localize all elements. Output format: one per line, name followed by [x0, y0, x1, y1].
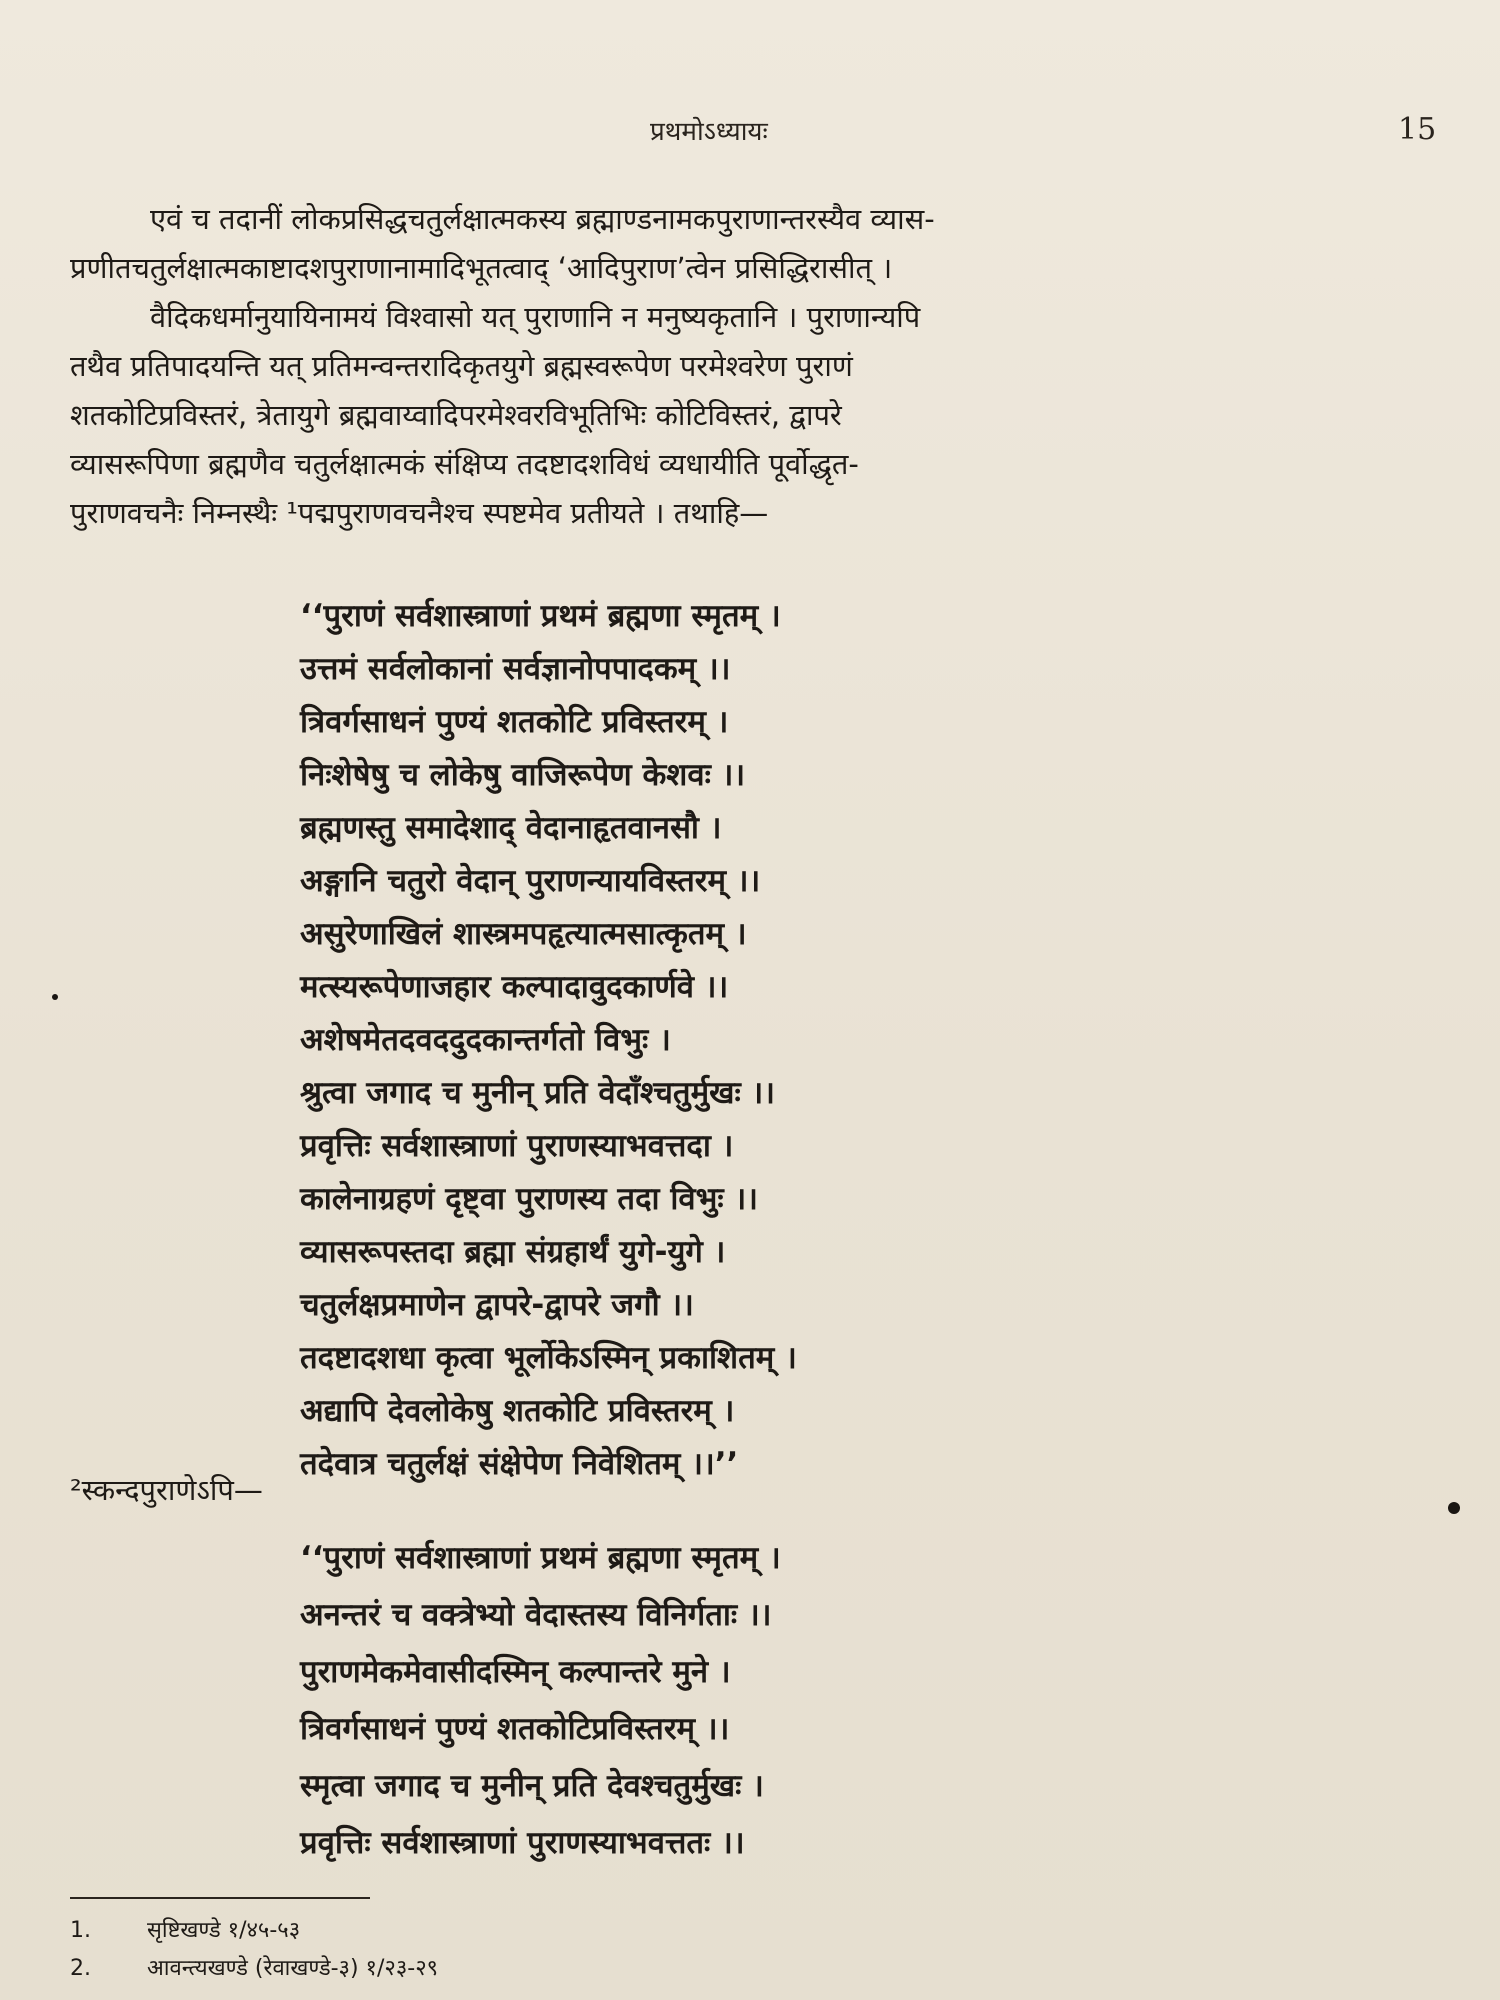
page-number: 15 [1398, 112, 1437, 147]
footnote [70, 1950, 438, 1988]
footnote-divider [70, 1897, 370, 1899]
footnote [70, 1912, 438, 1950]
verse-line: प्रवृत्तिः सर्वशास्त्राणां पुराणस्याभवत्ततः ।। [300, 1825, 745, 1861]
prose-line: प्रणीतचतुर्लक्षात्मकाष्टादशपुराणानामादिभूतत्वाद् ‘आदिपुराण’त्वेन प्रसिद्धिरासीत् । [70, 251, 893, 285]
verse-line: अद्यापि देवलोकेषु शतकोटि प्रविस्तरम् । [300, 1393, 735, 1429]
skanda-purana-label: ²स्कन्दपुराणेऽपि— [70, 1473, 263, 1507]
verse-line: निःशेषेषु च लोकेषु वाजिरूपेण केशवः ।। [300, 757, 746, 793]
prose-section [70, 195, 1440, 538]
footnote-number: 1. [70, 1918, 91, 1943]
verse-line: त्रिवर्गसाधनं पुण्यं शतकोटि प्रविस्तरम् । [300, 704, 729, 740]
footnote-number: 2. [70, 1956, 91, 1981]
ink-spot [52, 994, 58, 1000]
prose-line: तथैव प्रतिपादयन्ति यत् प्रतिमन्वन्तरादिकृतयुगे ब्रह्मस्वरूपेण परमेश्वरेण पुराणं [70, 349, 853, 383]
verse-line: ‘‘पुराणं सर्वशास्त्राणां प्रथमं ब्रह्मणा स्मृतम् । [300, 1540, 781, 1576]
verse-line: चतुर्लक्षप्रमाणेन द्वापरे-द्वापरे जगौ ।। [300, 1287, 694, 1323]
footnote-text: सृष्टिखण्डे १/४५-५३ [147, 1918, 301, 1943]
prose-line: पुराणवचनैः निम्नस्थैः ¹पद्मपुराणवचनैश्च स्पष्टमेव प्रतीयते । तथाहि— [70, 496, 769, 530]
verse-line: पुराणमेकमेवासीदस्मिन् कल्पान्तरे मुने । [300, 1654, 731, 1690]
skanda-purana-verses [300, 1530, 781, 1872]
verse-line: प्रवृत्तिः सर्वशास्त्राणां पुराणस्याभवत्तदा । [300, 1128, 734, 1164]
footnotes [70, 1912, 438, 1988]
verse-line: उत्तमं सर्वलोकानां सर्वज्ञानोपपादकम् ।। [300, 651, 731, 687]
verse-line: त्रिवर्गसाधनं पुण्यं शतकोटिप्रविस्तरम् ।। [300, 1711, 730, 1747]
verse-line: अनन्तरं च वक्त्रेभ्यो वेदास्तस्य विनिर्गताः ।। [300, 1597, 772, 1633]
chapter-running-title: प्रथमोऽध्यायः [650, 117, 768, 147]
padma-purana-verses [300, 590, 797, 1491]
verse-line: ‘‘पुराणं सर्वशास्त्राणां प्रथमं ब्रह्मणा स्मृतम् । [300, 598, 781, 634]
verse-line: अशेषमेतदवददुदकान्तर्गतो विभुः । [300, 1022, 671, 1058]
footnote-text: आवन्त्यखण्डे (रेवाखण्डे-३) १/२३-२९ [147, 1956, 439, 1981]
prose-line: एवं च तदानीं लोकप्रसिद्धचतुर्लक्षात्मकस्य ब्रह्माण्डनामकपुराणान्तरस्यैव व्यास- [150, 202, 935, 236]
verse-line: अङ्गानि चतुरो वेदान् पुराणन्यायविस्तरम् ।। [300, 863, 761, 899]
prose-line: शतकोटिप्रविस्तरं, त्रेतायुगे ब्रह्मवाय्वादिपरमेश्वरविभूतिभिः कोटिविस्तरं, द्वापरे [70, 398, 842, 432]
verse-line: कालेनाग्रहणं दृष्ट्वा पुराणस्य तदा विभुः ।। [300, 1181, 758, 1217]
verse-line: तदष्टादशधा कृत्वा भूर्लोकेऽस्मिन् प्रकाशितम् । [300, 1340, 797, 1376]
running-header [0, 112, 1500, 152]
ink-spot [1448, 1502, 1460, 1514]
verse-line: मत्स्यरूपेणाजहार कल्पादावुदकार्णवे ।। [300, 969, 729, 1005]
verse-line: ब्रह्मणस्तु समादेशाद् वेदानाहृतवानसौ । [300, 810, 722, 846]
prose-line: वैदिकधर्मानुयायिनामयं विश्वासो यत् पुराणानि न मनुष्यकृतानि । पुराणान्यपि [150, 300, 921, 334]
verse-line: तदेवात्र चतुर्लक्षं संक्षेपेण निवेशितम् ।।’’ [300, 1446, 739, 1482]
verse-line: व्यासरूपस्तदा ब्रह्मा संग्रहार्थं युगे-युगे । [300, 1234, 726, 1270]
verse-line: स्मृत्वा जगाद च मुनीन् प्रति देवश्चतुर्मुखः । [300, 1768, 764, 1804]
verse-line: असुरेणाखिलं शास्त्रमपहृत्यात्मसात्कृतम् । [300, 916, 747, 952]
verse-line: श्रुत्वा जगाद च मुनीन् प्रति वेदाँश्चतुर्मुखः ।। [300, 1075, 776, 1111]
prose-line: व्यासरूपिणा ब्रह्मणैव चतुर्लक्षात्मकं संक्षिप्य तदष्टादशविधं व्यधायीति पूर्वोद्धृत- [70, 447, 859, 481]
